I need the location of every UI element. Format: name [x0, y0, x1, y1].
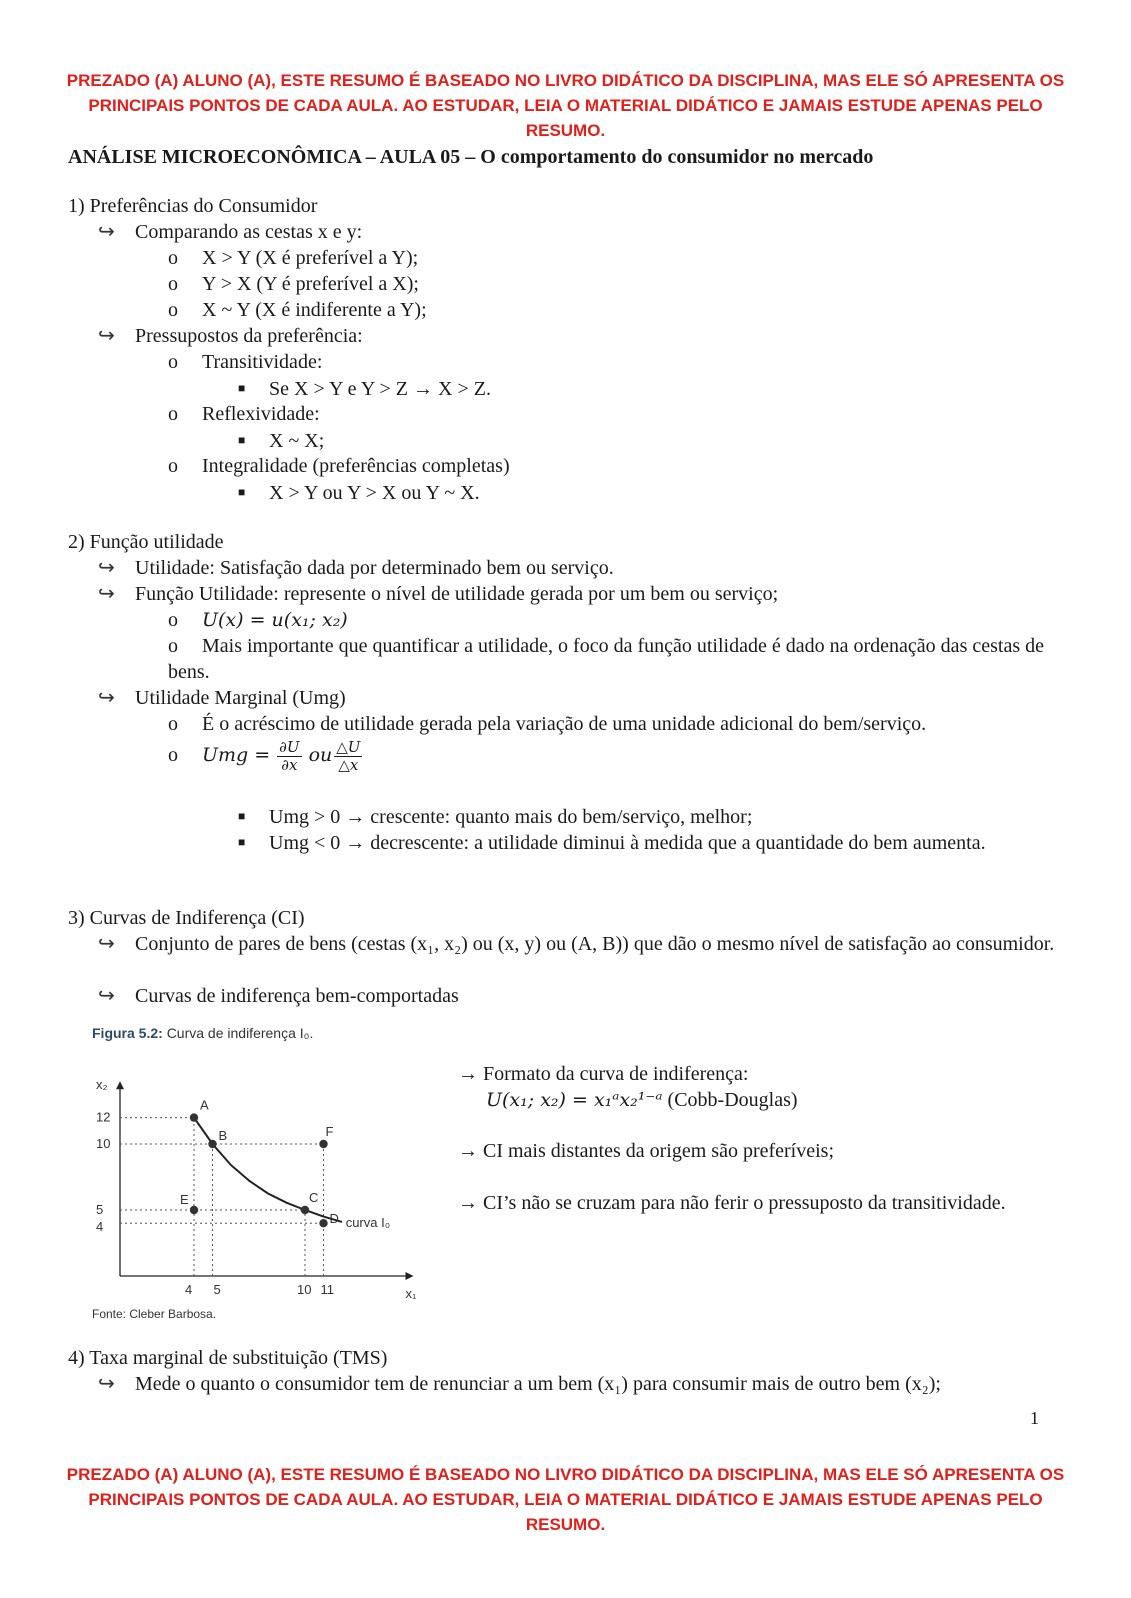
- circle-bullet-icon: o: [168, 273, 178, 295]
- point-d: [319, 1219, 327, 1227]
- y-tick-label: 5: [96, 1202, 104, 1217]
- hook-arrow-icon: ↪: [98, 933, 115, 955]
- section-4-heading: 4) Taxa marginal de substituição (TMS): [68, 1347, 388, 1369]
- list-item: ↪ Função Utilidade: represente o nível de utilidade gerada por um bem ou serviço;: [98, 583, 779, 605]
- list-item: o Transitividade:: [168, 351, 323, 373]
- point-e: [190, 1206, 198, 1214]
- point-label-f: F: [325, 1124, 334, 1139]
- y-axis-arrow-icon: [116, 1081, 124, 1089]
- curve-label: curva I₀: [345, 1215, 391, 1231]
- circle-bullet-icon: o: [168, 713, 178, 735]
- list-item: ↪ Utilidade Marginal (Umg): [98, 687, 346, 709]
- list-item: o Integralidade (preferências completas): [168, 455, 510, 477]
- point-b: [208, 1140, 216, 1148]
- hook-arrow-icon: ↪: [98, 325, 115, 347]
- y-axis-label: x₂: [96, 1077, 108, 1093]
- x-tick-label: 11: [320, 1282, 334, 1297]
- x-axis-arrow-icon: [406, 1272, 414, 1280]
- list-item: ↪ Conjunto de pares de bens (cestas (x₁, x₂) ou (x, y) ou (A, B)) que dão o mesmo nível de satisfação ao consumidor.: [98, 933, 1055, 955]
- list-item: ■ Umg > 0 → crescente: quanto mais do bem/serviço, melhor;: [238, 803, 752, 830]
- circle-bullet-icon: o: [168, 609, 178, 631]
- circle-bullet-icon: o: [168, 403, 178, 425]
- square-bullet-icon: ■: [238, 433, 246, 447]
- list-item: ■ X > Y ou Y > X ou Y ~ X.: [238, 479, 480, 506]
- list-item: o X > Y (X é preferível a Y);: [168, 247, 419, 269]
- utility-formula: U(x) = u(x₁; x₂): [202, 609, 348, 631]
- hook-arrow-icon: ↪: [98, 687, 115, 709]
- hook-arrow-icon: ↪: [98, 1373, 115, 1395]
- point-label-a: A: [200, 1097, 209, 1113]
- point-c: [301, 1206, 309, 1214]
- list-item: ■ X ~ X;: [238, 427, 324, 454]
- square-bullet-icon: ■: [238, 485, 246, 499]
- transitivity-note: → CI’s não se cruzam para não ferir o pressuposto da transitividade.: [458, 1192, 1006, 1214]
- list-item: o É o acréscimo de utilidade gerada pela variação de uma unidade adicional do bem/serviço.: [168, 713, 927, 735]
- hook-arrow-icon: ↪: [98, 583, 115, 605]
- section-1-heading: 1) Preferências do Consumidor: [68, 195, 318, 217]
- section-3-heading: 3) Curvas de Indiferença (CI): [68, 907, 305, 929]
- list-item: ↪ Mede o quanto o consumidor tem de renunciar a um bem (x₁) para consumir mais de outro bem (x₂);: [98, 1373, 941, 1395]
- indifference-curve-line: [194, 1118, 342, 1222]
- list-item: ■ Se X > Y e Y > Z → X > Z.: [238, 375, 491, 402]
- point-a: [190, 1113, 198, 1121]
- indifference-curve-chart: [88, 1048, 423, 1304]
- list-item: ■ Umg < 0 → decrescente: a utilidade diminui à medida que a quantidade do bem aumenta.: [238, 829, 1075, 856]
- warning-banner-top: PREZADO (A) ALUNO (A), ESTE RESUMO É BASEADO NO LIVRO DIDÁTICO DA DISCIPLINA, MAS ELE SÓ APRESENTA OS PRINCIPAIS PONTOS DE CADA AULA. AO ESTUDAR, LEIA O MATERIAL DIDÁTICO E JAMAIS ESTUDE APENAS PELO RESUMO.: [66, 71, 1065, 140]
- circle-bullet-icon: o: [168, 351, 178, 373]
- section-2-heading: 2) Função utilidade: [68, 531, 224, 553]
- point-label-b: B: [218, 1128, 228, 1143]
- preference-note: → CI mais distantes da origem são preferíveis;: [458, 1140, 835, 1162]
- figure-caption: Figura 5.2: Curva de indiferença I₀.: [92, 1025, 314, 1041]
- hook-arrow-icon: ↪: [98, 985, 115, 1007]
- circle-bullet-icon: o: [168, 744, 178, 766]
- document-title: ANÁLISE MICROECONÔMICA – AULA 05 – O comportamento do consumidor no mercado: [68, 146, 874, 168]
- list-item: o Y > X (Y é preferível a X);: [168, 273, 419, 295]
- point-f: [319, 1140, 327, 1148]
- list-item: o Mais importante que quantificar a utilidade, o foco da função utilidade é dado na ordenação das cestas de bens.: [168, 635, 1044, 683]
- square-bullet-icon: ■: [238, 835, 246, 849]
- y-tick-label: 4: [96, 1219, 104, 1235]
- list-item: o X ~ Y (X é indiferente a Y);: [168, 299, 427, 321]
- list-item: ↪ Curvas de indiferença bem-comportadas: [98, 985, 459, 1007]
- x-axis-label: x₁: [405, 1286, 417, 1301]
- point-label-e: E: [180, 1192, 189, 1207]
- curve-shape-note: → Formato da curva de indiferença:: [458, 1063, 749, 1085]
- partial-fraction: $\frac{\partial U}{\partial x}$: [279, 737, 300, 774]
- circle-bullet-icon: o: [168, 455, 178, 477]
- marginal-utility-formula: o Umg = $\frac{\partial U}{\partial x}$ ou $\frac{\triangle U}{\triangle x}$: [168, 735, 364, 775]
- circle-bullet-icon: o: [168, 247, 178, 269]
- hook-arrow-icon: ↪: [98, 557, 115, 579]
- x-tick-label: 5: [213, 1282, 221, 1297]
- figure-source: Fonte: Cleber Barbosa.: [92, 1307, 217, 1321]
- circle-bullet-icon: o: [168, 635, 178, 657]
- point-label-d: D: [329, 1211, 339, 1227]
- y-tick-label: 10: [96, 1136, 111, 1151]
- square-bullet-icon: ■: [238, 809, 246, 823]
- page-number: 1: [1030, 1408, 1039, 1428]
- list-item: o Reflexividade:: [168, 403, 320, 425]
- list-item: ↪ Comparando as cestas x e y:: [98, 221, 363, 243]
- x-tick-label: 4: [185, 1282, 193, 1297]
- hook-arrow-icon: ↪: [98, 221, 115, 243]
- x-tick-label: 10: [297, 1282, 312, 1297]
- square-bullet-icon: ■: [238, 381, 246, 395]
- cobb-douglas-formula: U(x₁; x₂) = x₁ᵃx₂¹⁻ᵃ (Cobb-Douglas): [486, 1089, 798, 1111]
- warning-banner-bottom: PREZADO (A) ALUNO (A), ESTE RESUMO É BASEADO NO LIVRO DIDÁTICO DA DISCIPLINA, MAS ELE SÓ APRESENTA OS PRINCIPAIS PONTOS DE CADA AULA. AO ESTUDAR, LEIA O MATERIAL DIDÁTICO E JAMAIS ESTUDE APENAS PELO RESUMO.: [66, 1465, 1065, 1534]
- circle-bullet-icon: o: [168, 299, 178, 321]
- list-item: ↪ Utilidade: Satisfação dada por determinado bem ou serviço.: [98, 557, 614, 579]
- point-label-c: C: [309, 1190, 319, 1205]
- list-item: [168, 607, 348, 633]
- list-item: ↪ Pressupostos da preferência:: [98, 325, 363, 347]
- y-tick-label: 12: [96, 1109, 111, 1125]
- delta-fraction: $\frac{\triangle U}{\triangle x}$: [336, 737, 361, 774]
